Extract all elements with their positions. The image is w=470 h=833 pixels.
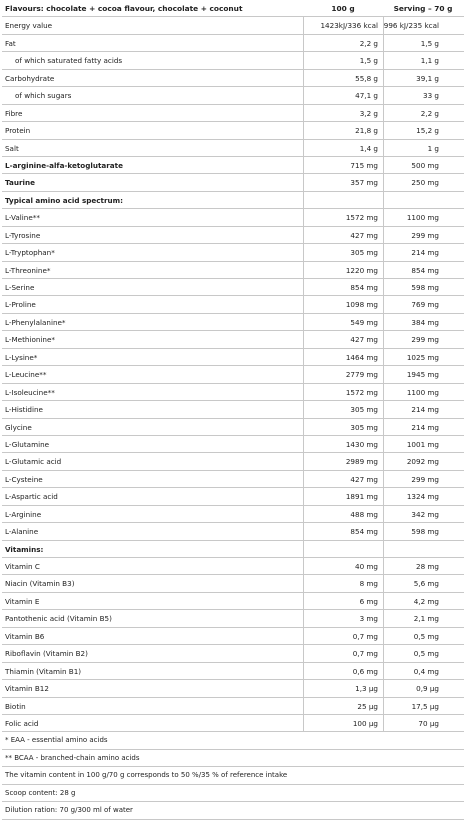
value-per-serving: 598 mg — [411, 283, 439, 292]
table-row — [2, 541, 464, 558]
value-per-100g: 305 mg — [350, 422, 378, 432]
table-row — [2, 610, 464, 627]
column-divider — [303, 436, 304, 452]
value-per-100g: 549 mg — [350, 317, 378, 327]
column-divider — [303, 192, 304, 208]
table-row — [2, 314, 464, 331]
column-divider — [303, 262, 304, 278]
table-row — [2, 262, 464, 279]
value-per-100g: 1423kJ/336 kcal — [320, 21, 378, 31]
value-per-serving: 1100 mg — [406, 213, 439, 223]
column-divider — [303, 70, 304, 86]
footnote-text: The vitamin content in 100 g/70 g corresponds to 50 %/35 % of reference intake — [5, 771, 288, 780]
value-per-100g: 3,2 g — [359, 108, 378, 118]
value-per-serving: 15,2 g — [416, 126, 439, 136]
table-header-row — [2, 0, 464, 17]
nutrient-name: Riboflavin (Vitamin B2) — [5, 649, 88, 659]
column-divider — [303, 17, 304, 33]
table-row — [2, 70, 464, 87]
value-per-serving: 5,6 mg — [413, 579, 439, 589]
value-per-serving: 342 mg — [411, 509, 439, 519]
value-per-serving: 1 g — [427, 143, 439, 153]
value-per-serving: 854 mg — [411, 265, 439, 275]
nutrient-name: L-Histidine — [5, 405, 43, 415]
value-per-100g: 1,4 g — [359, 143, 378, 153]
column-divider — [303, 296, 304, 312]
value-per-100g: 6 mg — [359, 596, 378, 606]
table-row — [2, 436, 464, 453]
value-per-serving: 996 kJ/235 kcal — [383, 21, 439, 31]
column-divider — [303, 157, 304, 173]
nutrient-name: Folic acid — [5, 718, 39, 728]
table-row — [2, 105, 464, 122]
column-divider — [303, 488, 304, 504]
column-divider — [303, 140, 304, 156]
value-per-100g: 1572 mg — [345, 213, 378, 223]
nutrient-name: L-Tryptophan* — [5, 248, 55, 258]
value-per-serving: 0,9 µg — [416, 684, 439, 694]
nutrient-name: L-Methionine* — [5, 335, 55, 345]
value-per-100g: 8 mg — [359, 579, 378, 589]
column-divider — [303, 663, 304, 679]
column-divider — [303, 453, 304, 469]
column-divider — [303, 174, 304, 190]
value-per-serving: 1001 mg — [406, 439, 439, 449]
value-per-100g: 357 mg — [350, 178, 378, 188]
value-per-serving: 1945 mg — [406, 370, 439, 380]
column-divider — [303, 593, 304, 609]
column-divider — [303, 575, 304, 591]
table-row — [2, 227, 464, 244]
value-per-100g: 2,2 g — [359, 38, 378, 48]
value-per-serving: 299 mg — [411, 474, 439, 484]
column-divider — [303, 331, 304, 347]
table-row — [2, 279, 464, 296]
table-row — [2, 558, 464, 575]
value-per-serving: 500 mg — [411, 160, 439, 170]
footnote-row — [2, 750, 464, 767]
table-row — [2, 296, 464, 313]
column-divider — [303, 471, 304, 487]
value-per-serving: 250 mg — [411, 178, 439, 188]
value-per-100g: 0,7 mg — [352, 631, 378, 641]
footnote-row — [2, 767, 464, 784]
value-per-100g: 427 mg — [350, 230, 378, 240]
nutrient-name: Vitamin B12 — [5, 684, 49, 694]
nutrient-name: Thiamin (Vitamin B1) — [5, 666, 82, 676]
table-row — [2, 192, 464, 209]
column-divider — [383, 541, 384, 557]
value-per-serving: 214 mg — [411, 248, 439, 258]
footnote-row — [2, 732, 464, 749]
nutrient-name: Vitamins: — [5, 544, 44, 554]
table-row — [2, 419, 464, 436]
column-divider — [303, 349, 304, 365]
nutrient-name: Energy value — [5, 21, 53, 31]
nutrient-name: L-Valine** — [5, 213, 40, 223]
nutrient-name: Protein — [5, 126, 31, 136]
value-per-serving: 2,1 mg — [413, 614, 439, 624]
table-row — [2, 349, 464, 366]
nutrient-name: Salt — [5, 143, 19, 153]
value-per-serving: 39,1 g — [416, 73, 439, 83]
value-per-serving: 70 µg — [418, 718, 439, 728]
column-divider — [303, 558, 304, 574]
value-per-100g: 1,3 µg — [355, 684, 378, 694]
nutrition-table — [2, 0, 464, 820]
value-per-serving: 33 g — [423, 91, 439, 101]
table-row — [2, 35, 464, 52]
column-divider — [303, 314, 304, 330]
table-row — [2, 87, 464, 104]
value-per-100g: 305 mg — [350, 405, 378, 415]
table-row — [2, 715, 464, 732]
value-per-100g: 2989 mg — [345, 457, 378, 467]
value-per-100g: 1572 mg — [345, 387, 378, 397]
value-per-100g: 1220 mg — [345, 265, 378, 275]
nutrient-name: L-Lysine* — [5, 352, 38, 362]
nutrient-name: Carbohydrate — [5, 73, 55, 83]
value-per-100g: 40 mg — [355, 562, 378, 571]
nutrient-name: L-Tyrosine — [5, 230, 41, 240]
value-per-serving: 1025 mg — [406, 352, 439, 362]
value-per-serving: 384 mg — [411, 317, 439, 327]
value-per-100g: 47,1 g — [355, 91, 378, 101]
column-divider — [303, 680, 304, 696]
nutrient-name: Pantothenic acid (Vitamin B5) — [5, 614, 112, 624]
value-per-serving: 17,5 µg — [411, 701, 439, 711]
value-per-serving: 0,5 mg — [413, 631, 439, 641]
table-row — [2, 122, 464, 139]
value-per-serving: 598 mg — [411, 527, 439, 537]
value-per-serving: 28 mg — [416, 562, 439, 571]
column-divider — [303, 122, 304, 138]
value-per-100g: 1891 mg — [345, 492, 378, 502]
table-row — [2, 384, 464, 401]
column-divider — [303, 52, 304, 68]
column-divider — [303, 698, 304, 714]
nutrient-name: L-Cysteine — [5, 474, 43, 484]
value-per-serving: 0,4 mg — [413, 666, 439, 676]
nutrient-name: L-Glutamic acid — [5, 457, 62, 467]
table-row — [2, 366, 464, 383]
nutrient-name: Vitamin B6 — [5, 631, 45, 641]
nutrient-name: Glycine — [5, 422, 32, 432]
column-divider — [303, 35, 304, 51]
table-row — [2, 488, 464, 505]
footnote-row — [2, 785, 464, 802]
nutrient-name: L-Leucine** — [5, 370, 47, 380]
table-row — [2, 174, 464, 191]
value-per-serving: 299 mg — [411, 230, 439, 240]
table-row — [2, 17, 464, 34]
value-per-100g: 715 mg — [350, 160, 378, 170]
value-per-100g: 25 µg — [357, 701, 378, 711]
nutrient-name: L-Aspartic acid — [5, 492, 58, 502]
nutrient-name: Biotin — [5, 701, 26, 711]
column-divider — [303, 715, 304, 731]
nutrient-name: Fat — [5, 38, 16, 48]
table-row — [2, 575, 464, 592]
nutrient-name: Vitamin C — [5, 562, 40, 571]
column-divider — [303, 645, 304, 661]
value-per-serving: 769 mg — [411, 300, 439, 310]
nutrient-name: L-Alanine — [5, 527, 39, 537]
nutrient-name: Vitamin E — [5, 596, 40, 606]
column-divider — [303, 105, 304, 121]
nutrient-name: L-Threonine* — [5, 265, 51, 275]
value-per-100g: 2779 mg — [345, 370, 378, 380]
column-divider — [303, 87, 304, 103]
column-divider — [303, 523, 304, 539]
nutrient-name: Niacin (Vitamin B3) — [5, 579, 75, 589]
table-row — [2, 628, 464, 645]
value-per-serving: 299 mg — [411, 335, 439, 345]
column-divider — [303, 419, 304, 435]
table-row — [2, 157, 464, 174]
value-per-100g: 305 mg — [350, 248, 378, 258]
value-per-serving: 214 mg — [411, 422, 439, 432]
value-per-100g: 427 mg — [350, 335, 378, 345]
column-divider — [303, 541, 304, 557]
value-per-100g: 1,5 g — [359, 56, 378, 66]
nutrient-name: of which saturated fatty acids — [15, 56, 123, 66]
value-per-100g: 100 µg — [352, 718, 378, 728]
footnotes — [2, 732, 464, 819]
value-per-100g: 0,7 mg — [352, 649, 378, 659]
table-row — [2, 209, 464, 226]
table-row — [2, 140, 464, 157]
value-per-serving: 1324 mg — [406, 492, 439, 502]
footnote-text: ** BCAA - branched-chain amino acids — [5, 753, 140, 762]
column-divider — [303, 244, 304, 260]
nutrient-name: of which sugars — [15, 91, 72, 101]
column-header-100g: 100 g — [331, 4, 355, 13]
nutrient-name: L-Isoleucine** — [5, 387, 55, 397]
table-row — [2, 244, 464, 261]
footnote-text: Dilution ration: 70 g/300 ml of water — [5, 806, 133, 815]
column-divider — [303, 366, 304, 382]
column-divider — [303, 209, 304, 225]
nutrient-name: L-Serine — [5, 283, 35, 292]
value-per-serving: 1,1 g — [420, 56, 439, 66]
value-per-100g: 854 mg — [350, 283, 378, 292]
nutrient-name: L-Proline — [5, 300, 36, 310]
nutrient-name: Typical amino acid spectrum: — [5, 195, 124, 205]
table-row — [2, 663, 464, 680]
table-row — [2, 506, 464, 523]
footnote-text: * EAA - essential amino acids — [5, 736, 108, 745]
value-per-100g: 3 mg — [359, 614, 378, 624]
column-header-serving: Serving – 70 g — [393, 4, 453, 13]
table-row — [2, 52, 464, 69]
nutrient-rows — [2, 17, 464, 732]
column-divider — [303, 227, 304, 243]
table-row — [2, 471, 464, 488]
flavours-label: Flavours: chocolate + cocoa flavour, chocolate + coconut — [5, 4, 243, 13]
column-divider — [303, 506, 304, 522]
table-row — [2, 453, 464, 470]
value-per-100g: 488 mg — [350, 509, 378, 519]
value-per-serving: 1100 mg — [406, 387, 439, 397]
nutrient-name: L-Glutamine — [5, 439, 50, 449]
column-divider — [303, 384, 304, 400]
nutrient-name: Fibre — [5, 108, 23, 118]
value-per-serving: 0,5 mg — [413, 649, 439, 659]
column-divider — [383, 192, 384, 208]
column-divider — [303, 610, 304, 626]
table-row — [2, 593, 464, 610]
value-per-100g: 854 mg — [350, 527, 378, 537]
value-per-serving: 2,2 g — [420, 108, 439, 118]
table-row — [2, 331, 464, 348]
value-per-100g: 1098 mg — [345, 300, 378, 310]
footnote-row — [2, 802, 464, 819]
column-divider — [303, 401, 304, 417]
nutrient-name: Taurine — [5, 178, 35, 188]
value-per-100g: 427 mg — [350, 474, 378, 484]
table-row — [2, 698, 464, 715]
value-per-serving: 1,5 g — [420, 38, 439, 48]
nutrient-name: L-arginine-alfa-ketoglutarate — [5, 160, 123, 170]
value-per-100g: 55,8 g — [355, 73, 378, 83]
footnote-text: Scoop content: 28 g — [5, 788, 76, 797]
table-row — [2, 680, 464, 697]
nutrient-name: L-Arginine — [5, 509, 42, 519]
value-per-serving: 4,2 mg — [413, 596, 439, 606]
nutrient-name: L-Phenylalanine* — [5, 317, 66, 327]
table-row — [2, 645, 464, 662]
value-per-serving: 214 mg — [411, 405, 439, 415]
value-per-serving: 2092 mg — [406, 457, 439, 467]
value-per-100g: 21,8 g — [355, 126, 378, 136]
table-row — [2, 523, 464, 540]
value-per-100g: 1464 mg — [345, 352, 378, 362]
column-divider — [303, 628, 304, 644]
column-divider — [303, 279, 304, 295]
value-per-100g: 1430 mg — [345, 439, 378, 449]
table-row — [2, 401, 464, 418]
value-per-100g: 0,6 mg — [352, 666, 378, 676]
